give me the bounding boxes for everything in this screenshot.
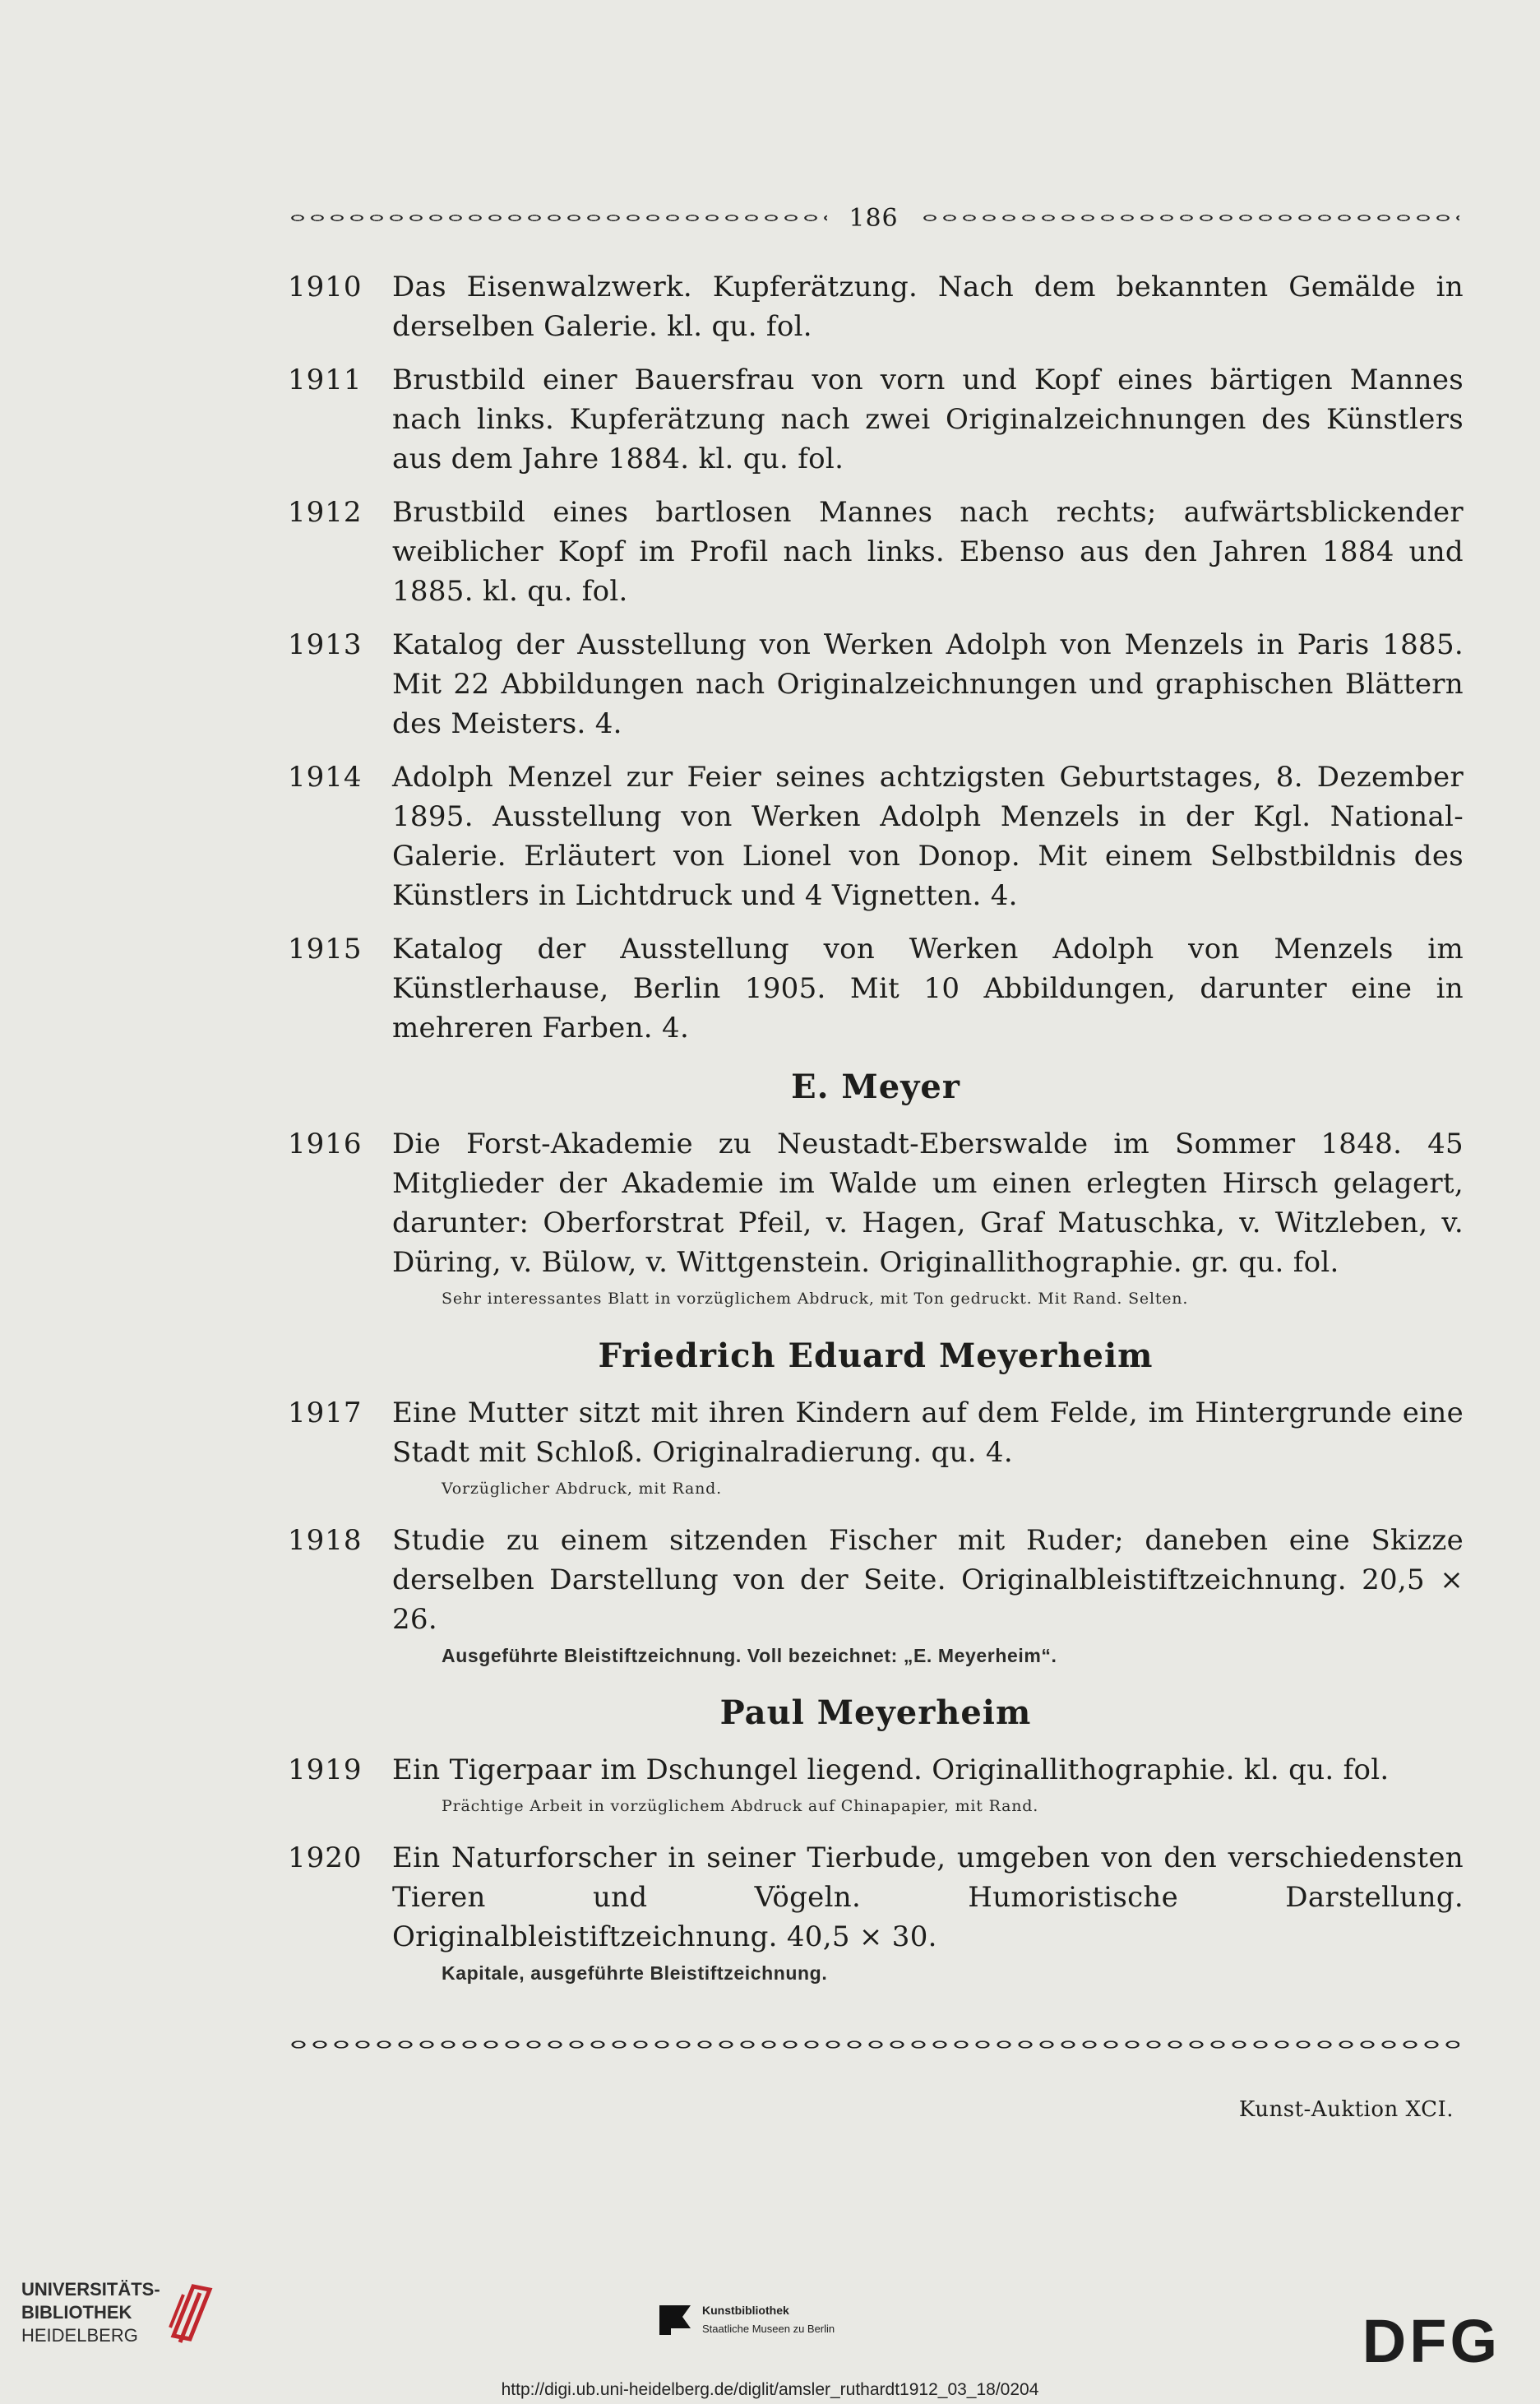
lot-number: 1912 [288,496,363,529]
catalog-entry [288,360,1464,479]
catalog-entry [288,1838,1464,1991]
catalog-entry [288,1393,1464,1507]
uni-line-1: UNIVERSITÄTS- [21,2279,160,2300]
catalog-entry [288,1521,1464,1674]
lot-number: 1913 [288,628,363,661]
entry-note: Sehr interessantes Blatt in vorzüglichem Abdruck, mit Ton gedruckt. Mit Rand. Selten. [442,1290,1189,1308]
entry-description: Das Eisenwalzwerk. Kupferätzung. Nach dem bekannten Gemälde in derselben Galerie. kl. qu. fol. [392,271,1464,343]
entry-note: Vorzüglicher Abdruck, mit Rand. [442,1480,722,1498]
page-number: 186 [849,203,899,233]
catalog-entry [288,929,1464,1048]
uni-line-2: BIBLIOTHEK [21,2302,132,2323]
entry-description: Eine Mutter sitzt mit ihren Kindern auf dem Felde, im Hintergrunde eine Stadt mit Schloß. Originalradierung. qu. 4. [392,1397,1464,1469]
lot-number: 1910 [288,271,363,303]
uni-line-3: HEIDELBERG [21,2325,138,2346]
university-emblem-icon [169,2278,215,2347]
entry-description: Studie zu einem sitzenden Fischer mit Ruder; daneben eine Skizze derselben Darstellung von der Seite. Originalbleistiftzeichnung. 20,5 × 26. [392,1524,1464,1636]
entry-description: Katalog der Ausstellung von Werken Adolph von Menzels im Künstlerhause, Berlin 1905. Mit 10 Abbildungen, darunter eine in mehreren Farben. 4. [392,933,1464,1045]
entry-description: Die Forst-Akademie zu Neustadt-Eberswalde im Sommer 1848. 45 Mitglieder der Akademie im Walde um einen erlegten Hirsch gelagert, darunter: Oberforstrat Pfeil, v. Hagen, Graf Matuschka, v. Witzleben, v. Düring, v. Bülow, v. Wittgenstein. Originallithographie. gr. qu. fol. [392,1128,1464,1279]
source-url-link[interactable]: http://digi.ub.uni-heidelberg.de/diglit/amsler_ruthardt1912_03_18/0204 [501,2380,1039,2399]
lot-number: 1919 [288,1753,363,1786]
catalog-signature: Kunst-Auktion XCI. [1238,2097,1454,2122]
catalog-entry [288,757,1464,915]
header-ornament-right [920,212,1459,224]
artist-heading: Paul Meyerheim [719,1693,1032,1732]
lot-number: 1920 [288,1841,363,1874]
catalog-entry [288,625,1464,743]
header-ornament-left [288,212,827,224]
footer-ornament [288,2038,1459,2051]
lot-number: 1915 [288,933,363,966]
kb-subtitle: Staatliche Museen zu Berlin [702,2323,835,2335]
entry-description: Ein Tigerpaar im Dschungel liegend. Originallithographie. kl. qu. fol. [392,1753,1390,1786]
entry-description: Katalog der Ausstellung von Werken Adolph von Menzels in Paris 1885. Mit 22 Abbildungen nach Originalzeichnungen und graphischen Blättern des Meisters. 4. [392,628,1464,740]
kunstbibliothek-logo[interactable] [658,2301,835,2338]
catalog-entry [288,1124,1464,1317]
lot-number: 1916 [288,1128,363,1160]
lot-number: 1914 [288,761,363,794]
catalog-entries [288,267,1464,2005]
kb-title: Kunstbibliothek [702,2304,789,2317]
entry-description: Brustbild einer Bauersfrau von vorn und Kopf eines bärtigen Mannes nach links. Kupferätzung nach zwei Originalzeichnungen des Künstlers aus dem Jahre 1884. kl. qu. fol. [392,364,1464,475]
artist-heading: E. Meyer [791,1068,960,1106]
lot-number: 1918 [288,1524,363,1557]
entry-description: Ein Naturforscher in seiner Tierbude, umgeben von den verschiedensten Tieren und Vögeln. Humoristische Darstellung. Originalbleistiftzeichnung. 40,5 × 30. [392,1841,1464,1953]
artist-heading: Friedrich Eduard Meyerheim [598,1336,1154,1375]
catalog-entry [288,493,1464,611]
dfg-logo[interactable]: DFG [1362,2307,1501,2375]
entry-note: Ausgeführte Bleistiftzeichnung. Voll bezeichnet: „E. Meyerheim“. [442,1645,1057,1666]
entry-description: Brustbild eines bartlosen Mannes nach rechts; aufwärtsblickender weiblicher Kopf im Profil nach links. Ebenso aus den Jahren 1884 und 1885. kl. qu. fol. [392,496,1464,608]
entry-description: Adolph Menzel zur Feier seines achtzigsten Geburtstages, 8. Dezember 1895. Ausstellung von Werken Adolph Menzels in der Kgl. National-Galerie. Erläutert von Lionel von Donop. Mit einem Selbstbildnis des Künstlers in Lichtdruck und 4 Vignetten. 4. [392,761,1464,912]
catalog-entry [288,1750,1464,1824]
catalog-entry [288,267,1464,346]
entry-note: Kapitale, ausgeführte Bleistiftzeichnung. [442,1962,828,1984]
lot-number: 1911 [288,364,363,396]
university-library-logo[interactable] [21,2278,215,2347]
entry-note: Prächtige Arbeit in vorzüglichem Abdruck auf Chinapapier, mit Rand. [442,1797,1039,1815]
kunstbibliothek-flag-icon [658,2302,692,2338]
page-header [288,200,1459,236]
lot-number: 1917 [288,1397,363,1429]
digitization-footer [0,2253,1540,2377]
